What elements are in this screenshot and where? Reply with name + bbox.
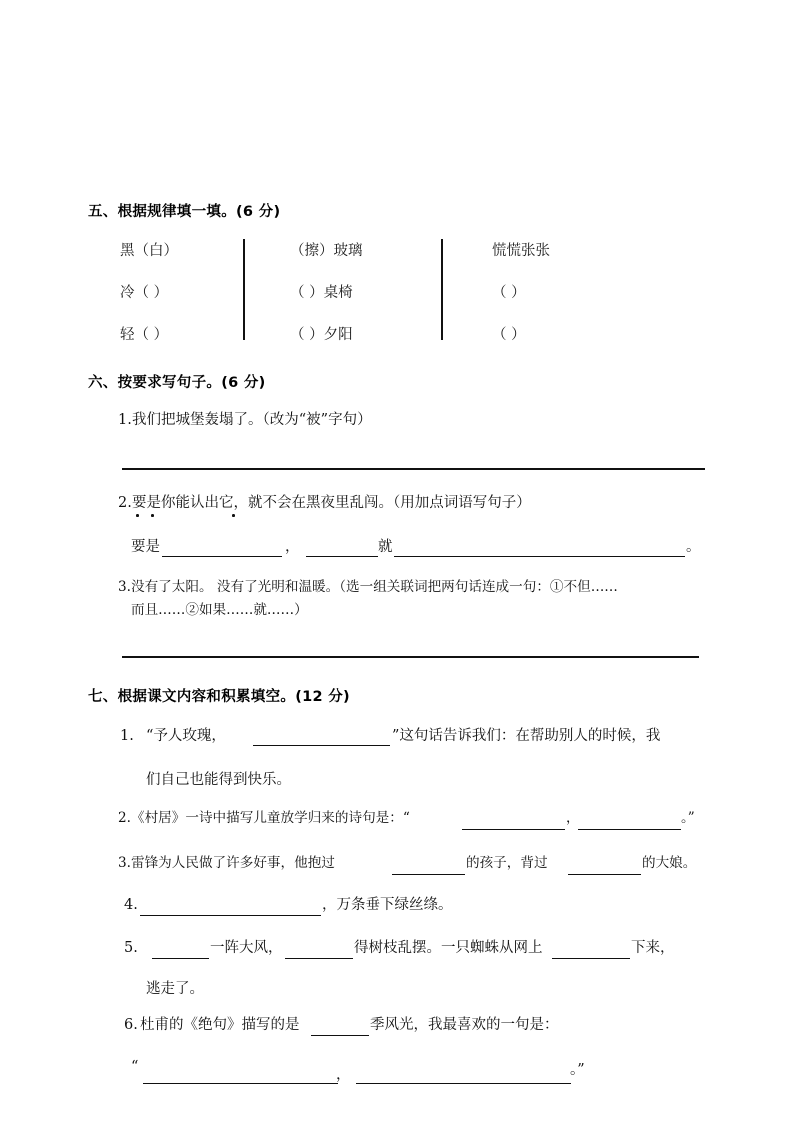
- section-7-q6-blank-3[interactable]: [356, 1083, 571, 1084]
- section-6-q3-text-line2: 而且……②如果……就……）: [131, 602, 308, 618]
- section-7-q2-part-c: 。”: [681, 810, 695, 826]
- section-7-q6-blank-1[interactable]: [311, 1035, 369, 1036]
- section-7-q1-part-c: 们自己也能得到快乐。: [146, 772, 291, 788]
- emphasis-dot-1: [136, 514, 139, 517]
- section-6-q1-text: 我们把城堡轰塌了。（改为“被”字句）: [132, 412, 372, 428]
- emphasis-dot-3: [232, 514, 235, 517]
- section-7-q3-number: 3.: [118, 855, 131, 871]
- section-7-q3-part-b: 的孩子，背过: [466, 855, 548, 871]
- section-6-heading: 六、按要求写句子。(6 分): [88, 375, 266, 391]
- pattern-table-divider-1: [243, 239, 245, 340]
- section-6-q2-comma: ，: [285, 539, 300, 555]
- section-7-q6-quote-comma: ，: [336, 1067, 351, 1083]
- pattern-cell-c3-r3[interactable]: （ ）: [492, 327, 526, 343]
- section-6-q1-number: 1.: [118, 412, 132, 428]
- section-7-q3-part-a: 雷锋为人民做了许多好事，他抱过: [131, 855, 335, 871]
- section-6-q2-blank-2[interactable]: [306, 556, 378, 557]
- section-7-q3-blank-1[interactable]: [392, 874, 465, 875]
- section-7-q4-blank-1[interactable]: [140, 915, 321, 916]
- emphasis-dot-2: [151, 514, 154, 517]
- pattern-cell-c2-r2[interactable]: （ ）桌椅: [290, 285, 353, 301]
- section-7-q1-part-a: “予人玫瑰，: [146, 728, 226, 744]
- section-7-q2-blank-2[interactable]: [578, 829, 681, 830]
- section-7-q1-number: 1.: [120, 728, 134, 744]
- section-6-q2-blank-3[interactable]: [394, 556, 685, 557]
- section-7-q2-number: 2.: [118, 810, 131, 826]
- section-7-q5-part-b: 一阵大风，: [210, 940, 283, 956]
- section-7-q5-part-e: 逃走了。: [146, 981, 204, 997]
- pattern-cell-c2-r1: （擦）玻璃: [290, 243, 363, 259]
- pattern-cell-c1-r3[interactable]: 轻（ ）: [120, 327, 169, 343]
- section-7-q5-blank-3[interactable]: [552, 958, 630, 959]
- section-7-q1-part-b: ”这句话告诉我们：在帮助别人的时候，我: [392, 728, 661, 744]
- pattern-cell-c1-r2[interactable]: 冷（ ）: [120, 285, 169, 301]
- section-6-q2-lead-label: 要是: [131, 539, 160, 555]
- section-7-q6-quote-open: “: [131, 1059, 139, 1075]
- section-6-q2-number: 2.: [118, 495, 132, 511]
- section-7-q3-part-c: 的大娘。: [642, 855, 697, 871]
- section-7-q6-part-a: 杜甫的《绝句》描写的是: [140, 1017, 300, 1033]
- section-7-q6-quote-period: 。”: [570, 1062, 585, 1078]
- section-6-q2-mid-label: 就: [378, 539, 393, 555]
- section-6-q3-text-line1: 没有了太阳。 没有了光明和温暖。（选一组关联词把两句话连成一句：①不但……: [131, 579, 618, 595]
- section-7-q2-part-b: ，: [566, 810, 580, 826]
- section-7-q5-part-d: 下来，: [631, 940, 675, 956]
- section-7-q3-blank-2[interactable]: [568, 874, 641, 875]
- section-6-q1-answer-line[interactable]: [122, 468, 705, 470]
- pattern-table-divider-2: [441, 239, 443, 340]
- section-7-q5-blank-1[interactable]: [152, 958, 209, 959]
- section-7-q4-number: 4.: [124, 897, 138, 913]
- pattern-cell-c2-r3[interactable]: （ ）夕阳: [290, 327, 353, 343]
- section-7-q6-part-b: 季风光，我最喜欢的一句是：: [370, 1017, 559, 1033]
- section-7-q6-blank-2[interactable]: [143, 1083, 338, 1084]
- section-7-q5-blank-2[interactable]: [285, 958, 353, 959]
- section-6-q3-number: 3.: [118, 579, 131, 595]
- section-7-q5-number: 5.: [124, 940, 138, 956]
- section-7-heading: 七、根据课文内容和积累填空。(12 分): [88, 689, 350, 705]
- section-7-q5-part-c: 得树枝乱摆。一只蜘蛛从网上: [354, 940, 543, 956]
- pattern-cell-c3-r1: 慌慌张张: [492, 243, 550, 259]
- section-7-q2-part-a: 《村居》一诗中描写儿童放学归来的诗句是：“: [131, 810, 410, 826]
- section-5-heading: 五、根据规律填一填。(6 分): [88, 204, 281, 220]
- section-6-q2-period: 。: [686, 539, 701, 555]
- section-7-q1-blank-1[interactable]: [253, 745, 390, 746]
- section-7-q2-blank-1[interactable]: [462, 829, 565, 830]
- section-6-q3-answer-line[interactable]: [122, 656, 699, 658]
- section-6-q2-text: 要是你能认出它，就不会在黑夜里乱闯。（用加点词语写句子）: [132, 495, 531, 511]
- pattern-cell-c1-r1: 黑（白）: [120, 243, 178, 259]
- section-7-q6-number: 6.: [124, 1017, 138, 1033]
- pattern-cell-c3-r2[interactable]: （ ）: [492, 285, 526, 301]
- section-7-q4-part-b: ，万条垂下绿丝绦。: [322, 897, 453, 913]
- section-6-q2-blank-1[interactable]: [162, 556, 282, 557]
